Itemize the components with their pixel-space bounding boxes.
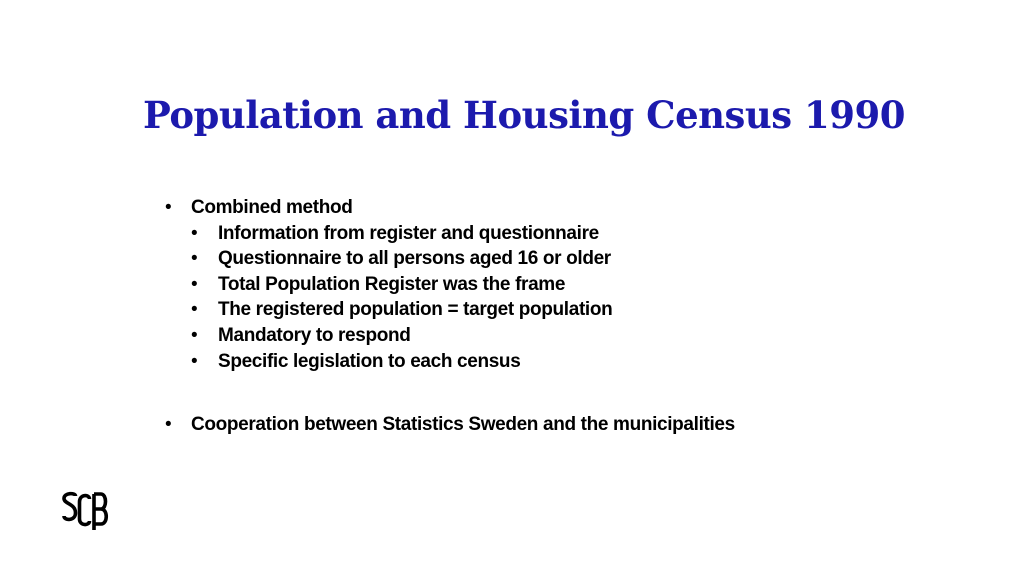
sub-bullet-item [191,323,735,349]
bullet-icon: • [191,350,198,372]
sub-bullet-item [191,221,735,247]
sub-bullet-text: Mandatory to respond [218,324,411,346]
sub-bullet-item [191,349,735,375]
bullet-list [165,195,735,438]
sub-bullet-item [191,297,735,323]
bullet-item [165,412,735,438]
sub-bullet-list [191,221,735,375]
bullet-icon: • [165,197,172,218]
sub-bullet-text: Information from register and questionnaire [218,222,599,244]
bullet-icon: • [191,299,198,321]
bullet-icon: • [165,414,172,436]
bullet-icon: • [191,248,198,270]
bullet-text: Combined method [191,197,353,218]
bullet-icon: • [191,273,198,295]
bullet-text: Cooperation between Statistics Sweden and the municipalities [191,414,735,436]
sub-bullet-text: Total Population Register was the frame [218,273,566,295]
sub-bullet-item [191,246,735,272]
bullet-icon: • [191,222,198,244]
sub-bullet-text: Questionnaire to all persons aged 16 or older [218,248,611,270]
sub-bullet-text: The registered population = target population [218,299,613,321]
bullet-icon: • [191,324,198,346]
bullet-item [165,195,735,374]
sub-bullet-text: Specific legislation to each census [218,350,521,372]
sub-bullet-item [191,272,735,298]
slide-title: Population and Housing Census 1990 [143,93,905,137]
scb-logo-icon [61,490,109,534]
